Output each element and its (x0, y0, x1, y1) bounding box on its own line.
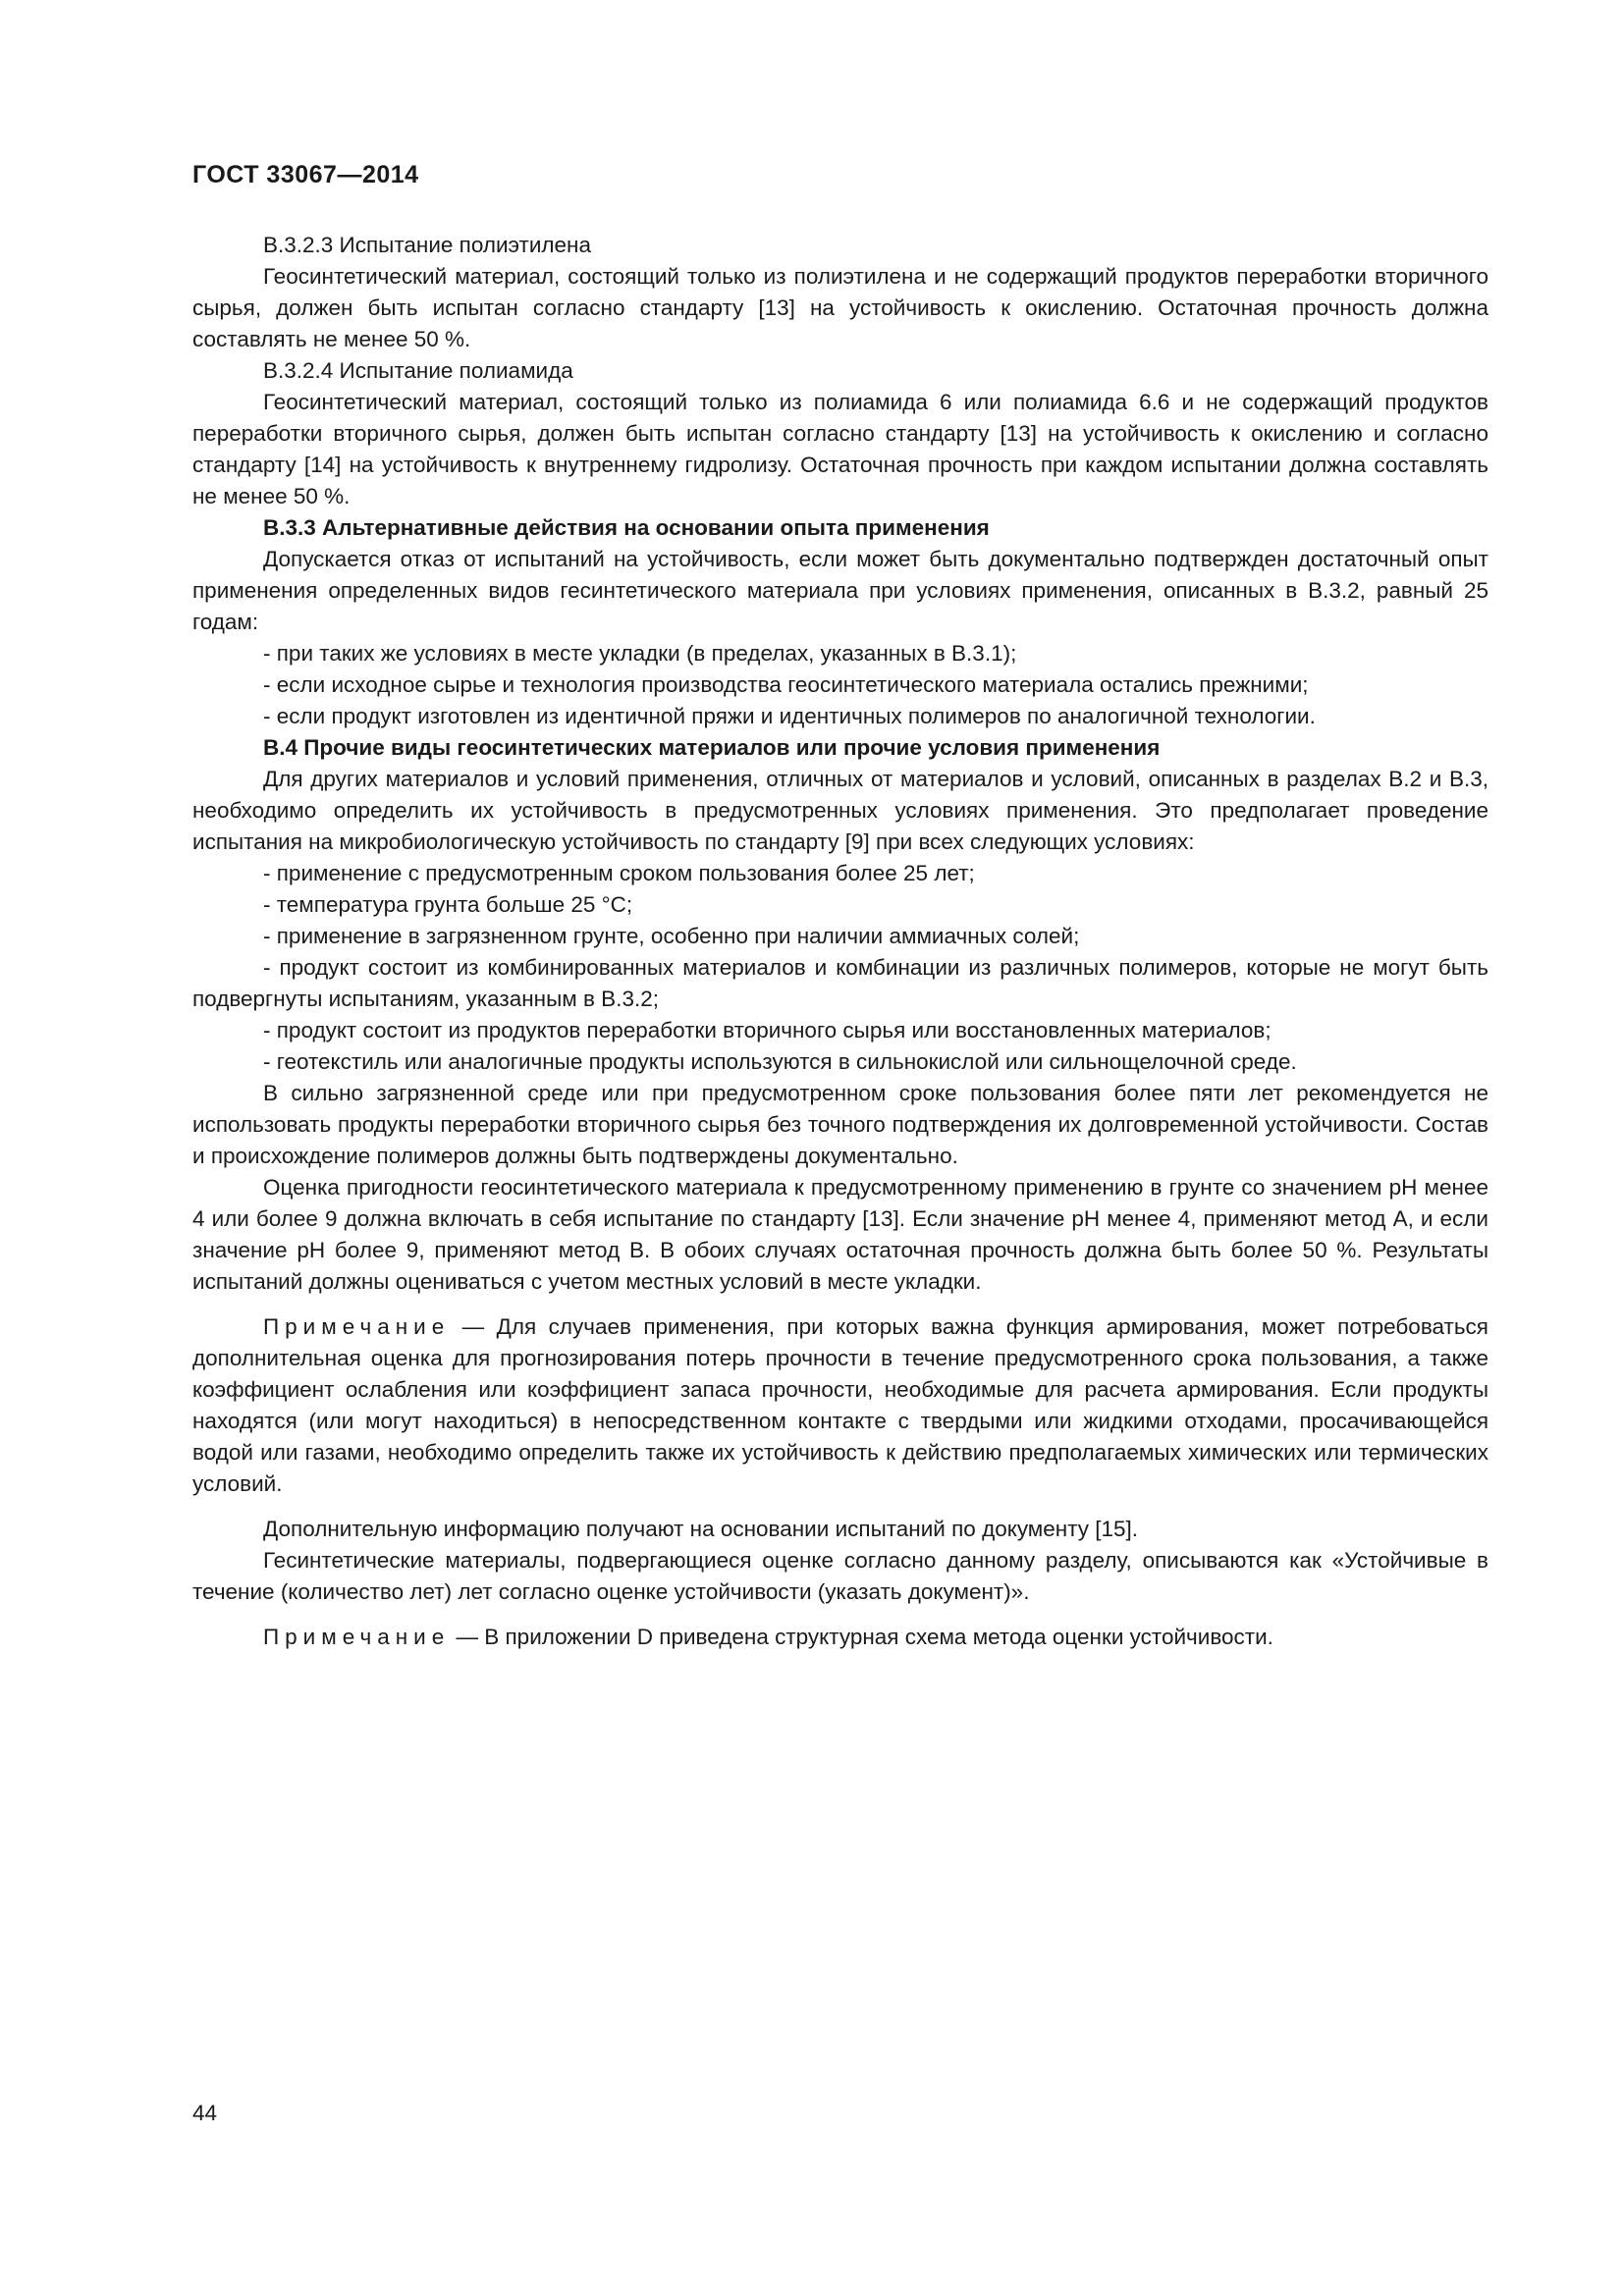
page-number: 44 (192, 2101, 218, 2125)
note-reinforcement (192, 1311, 1488, 1500)
section-b33-heading: В.3.3 Альтернативные действия на основании опыта применения (263, 515, 990, 540)
list-item: - при таких же условиях в месте укладки (в пределах, указанных в В.3.1); (263, 641, 1017, 666)
section-b4-intro: Для других материалов и условий применения, отличных от материалов и условий, описанных в разделах В.2 и В.3, необходимо определить их устойчивость в предусмотренных условиях применения. Это предполагает проведение испытания на микробиологическую устойчивость по стандарту [9] при всех следующих условиях: (192, 767, 1488, 854)
note-text: — Для случаев применения, при которых важна функция армирования, может потребоваться дополнительная оценка для прогнозирования потерь прочности в течение предусмотренного срока пользования, а также коэффициент ослабления или коэффициент запаса прочности, необходимые для расчета армирования. Если продукты находятся (или могут находиться) в непосредственном контакте с твердыми или жидкими отходами, просачивающейся водой или газами, необходимо определить также их устойчивость к действию предполагаемых химических или термических условий. (192, 1314, 1488, 1496)
section-b4-description-paragraph: Гесинтетические материалы, подвергающиеся оценке согласно данному разделу, описываются как «Устойчивые в течение (количество лет) лет согласно оценке устойчивости (указать документ)». (192, 1548, 1488, 1604)
section-b323-title: В.3.2.3 Испытание полиэтилена (263, 233, 591, 257)
note-appendix-d (192, 1622, 1488, 1653)
section-b4-heading: В.4 Прочие виды геосинтетических материалов или прочие условия применения (263, 735, 1161, 760)
list-item: - продукт состоит из комбинированных материалов и комбинации из различных полимеров, которые не могут быть подвергнуты испытаниям, указанным в В.3.2; (192, 955, 1488, 1011)
list-item: - применение с предусмотренным сроком пользования более 25 лет; (263, 861, 975, 885)
list-item: - геотекстиль или аналогичные продукты используются в сильнокислой или сильнощелочной среде. (263, 1049, 1297, 1074)
section-b324-title: В.3.2.4 Испытание полиамида (263, 358, 573, 383)
note-text: — В приложении D приведена структурная схема метода оценки устойчивости. (450, 1625, 1273, 1649)
list-item: - продукт состоит из продуктов переработки вторичного сырья или восстановленных материалов; (263, 1018, 1271, 1042)
list-item: - если продукт изготовлен из идентичной пряжи и идентичных полимеров по аналогичной технологии. (263, 704, 1316, 728)
document-header: ГОСТ 33067—2014 (192, 161, 419, 188)
section-b4-polluted-paragraph: В сильно загрязненной среде или при предусмотренном сроке пользования более пяти лет рекомендуется не использовать продукты переработки вторичного сырья без точного подтверждения их долговременной устойчивости. Состав и происхождение полимеров должны быть подтверждены документально. (192, 1081, 1488, 1168)
section-b33-intro: Допускается отказ от испытаний на устойчивость, если может быть документально подтвержден достаточный опыт применения определенных видов гесинтетического материала при условиях применения, описанных в В.3.2, равный 25 годам: (192, 547, 1488, 634)
note-label: Примечание (263, 1314, 451, 1339)
section-b4-info-paragraph: Дополнительную информацию получают на основании испытаний по документу [15]. (263, 1517, 1139, 1541)
list-item: - температура грунта больше 25 °С; (263, 892, 633, 917)
section-b324-text: Геосинтетический материал, состоящий только из полиамида 6 или полиамида 6.6 и не содержащий продуктов переработки вторичного сырья, должен быть испытан согласно стандарту [13] на устойчивость к окислению и согласно стандарту [14] на устойчивость к внутреннему гидролизу. Остаточная прочность при каждом испытании должна составлять не менее 50 %. (192, 390, 1488, 508)
section-b4-ph-paragraph: Оценка пригодности геосинтетического материала к предусмотренному применению в грунте со значением pH менее 4 или более 9 должна включать в себя испытание по стандарту [13]. Если значение pH менее 4, применяют метод А, и если значение pH более 9, применяют метод В. В обоих случаях остаточная прочность должна быть более 50 %. Результаты испытаний должны оцениваться с учетом местных условий в месте укладки. (192, 1175, 1488, 1294)
list-item: - если исходное сырье и технология производства геосинтетического материала остались прежними; (263, 672, 1309, 697)
list-item: - применение в загрязненном грунте, особенно при наличии аммиачных солей; (263, 924, 1080, 948)
document-body (192, 230, 1488, 1653)
note-label: Примечание (263, 1625, 451, 1649)
section-b323-text: Геосинтетический материал, состоящий только из полиэтилена и не содержащий продуктов переработки вторичного сырья, должен быть испытан согласно стандарту [13] на устойчивость к окислению. Остаточная прочность должна составлять не менее 50 %. (192, 264, 1488, 351)
